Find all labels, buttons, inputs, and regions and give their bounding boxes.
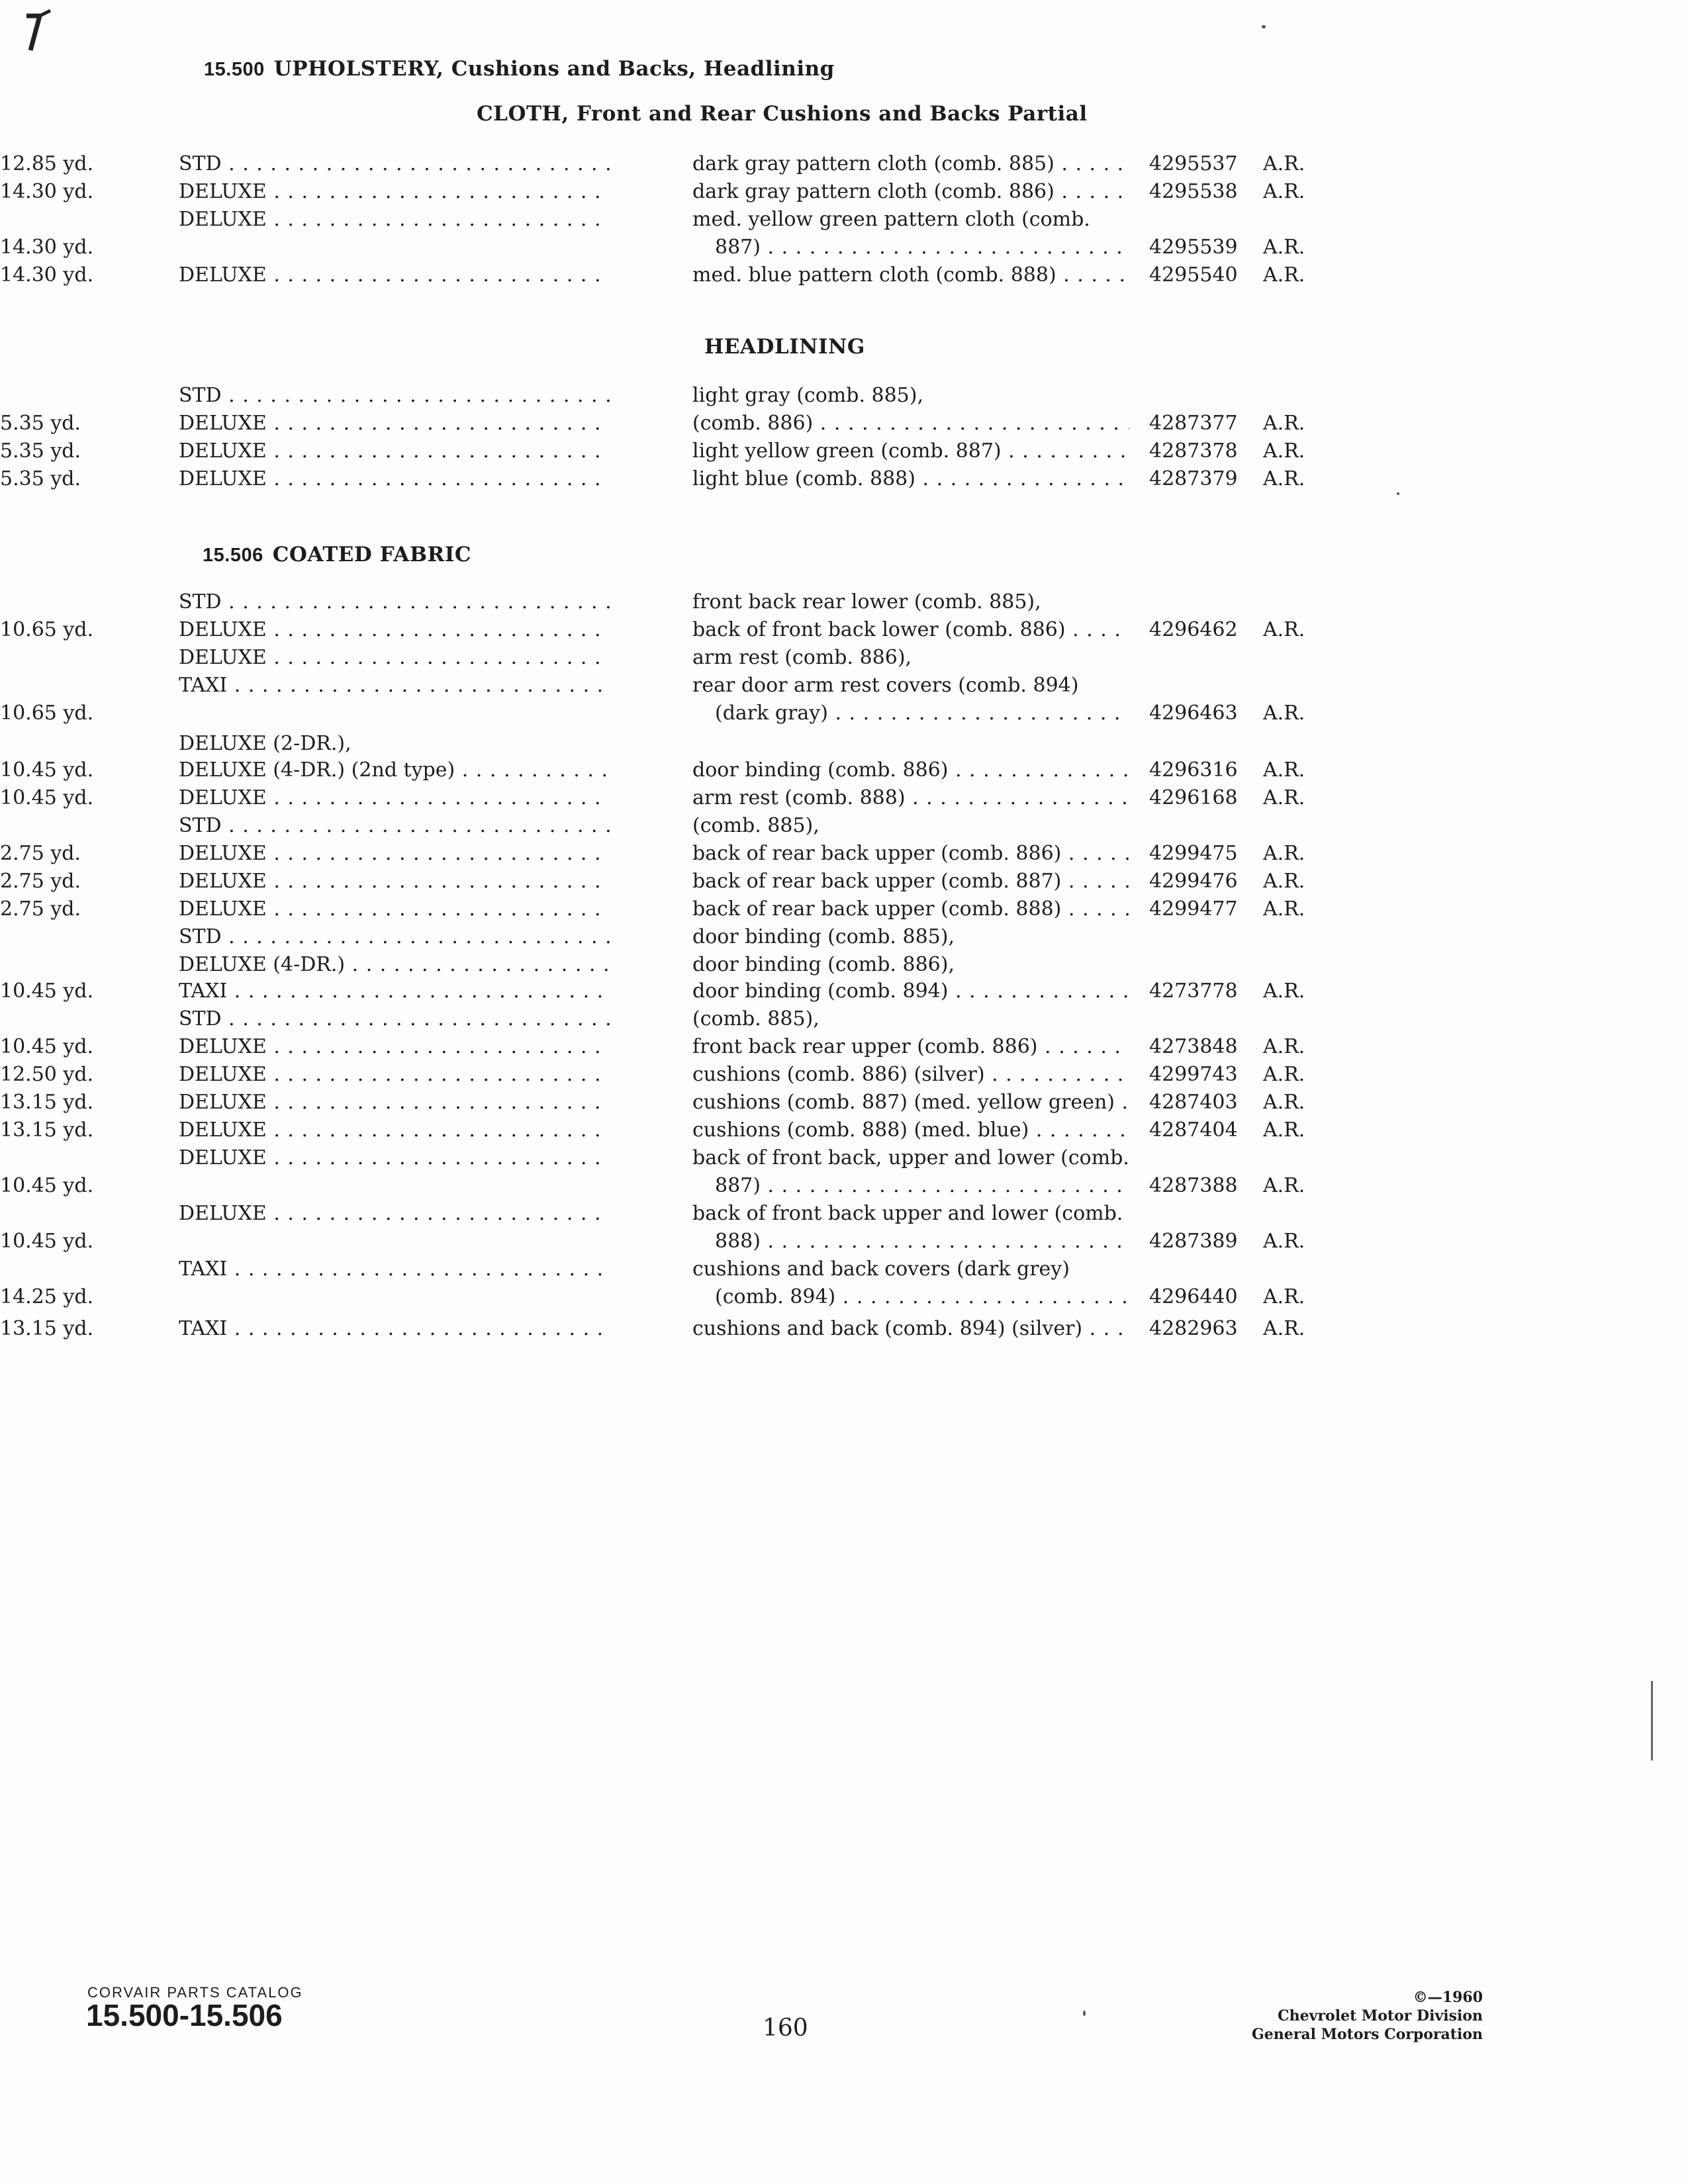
table-row	[0, 383, 1688, 409]
description-cell: med. yellow green pattern cloth (comb.	[692, 208, 1090, 231]
table-row	[0, 410, 1688, 437]
description-cell: arm rest (comb. 886),	[692, 646, 912, 669]
amount-cell: 2.75 yd.	[0, 870, 81, 893]
description-cell: back of front back upper and lower (comb.	[692, 1202, 1123, 1225]
table-row	[0, 1034, 1688, 1060]
description-cell: arm rest (comb. 888) . . .	[692, 785, 1129, 811]
table-row	[0, 978, 1688, 1005]
table-row	[0, 1089, 1688, 1116]
model-cell: DELUXE . . .	[179, 1062, 610, 1088]
section-number: 15.506	[203, 545, 263, 566]
quantity-cell: A.R.	[1263, 786, 1305, 809]
part-number-cell: 4296168	[1149, 786, 1238, 809]
table-row	[0, 1145, 1688, 1171]
quantity-cell: A.R.	[1263, 870, 1305, 893]
model-cell: TAXI . . .	[179, 1256, 610, 1283]
table-row	[0, 757, 1688, 784]
quantity-cell: A.R.	[1263, 758, 1305, 782]
table-row	[0, 206, 1688, 233]
table-row	[0, 1228, 1688, 1255]
part-number-cell: 4287377	[1149, 412, 1238, 435]
table-row	[0, 1284, 1688, 1310]
amount-cell: 5.35 yd.	[0, 412, 81, 435]
part-number-cell: 4287404	[1149, 1118, 1238, 1142]
description-cell: back of rear back upper (comb. 886) . . .	[692, 841, 1129, 867]
part-number-cell: 4295537	[1149, 152, 1238, 175]
model-cell: DELUXE . . .	[179, 841, 610, 867]
model-cell: DELUXE (4-DR.) . . .	[179, 952, 610, 978]
amount-cell: 10.45 yd.	[0, 758, 94, 782]
table-row	[0, 785, 1688, 811]
part-number-cell: 4296440	[1149, 1285, 1238, 1308]
part-number-cell: 4282963	[1149, 1317, 1238, 1340]
description-cell: dark gray pattern cloth (comb. 885) . . .	[692, 151, 1129, 177]
amount-cell: 10.45 yd.	[0, 1174, 94, 1197]
model-cell: DELUXE . . .	[179, 179, 610, 205]
amount-cell: 14.30 yd.	[0, 236, 94, 259]
table-row	[0, 617, 1688, 643]
description-cell: rear door arm rest covers (comb. 894)	[692, 674, 1079, 697]
table-row	[0, 1316, 1688, 1342]
part-number-cell: 4287403	[1149, 1091, 1238, 1114]
model-cell: STD . . .	[179, 151, 610, 177]
part-number-cell: 4295539	[1149, 236, 1238, 259]
amount-cell: 14.30 yd.	[0, 263, 94, 287]
description-cell: (comb. 885),	[692, 1007, 820, 1030]
part-number-cell: 4287388	[1149, 1174, 1238, 1197]
quantity-cell: A.R.	[1263, 152, 1305, 175]
model-cell: DELUXE . . .	[179, 896, 610, 923]
cloth-subheading: CLOTH, Front and Rear Cushions and Backs Partial	[477, 102, 1088, 126]
quantity-cell: A.R.	[1263, 1035, 1305, 1058]
part-number-cell: 4299475	[1149, 842, 1238, 865]
scan-speck	[1083, 2011, 1086, 2016]
amount-cell: 5.35 yd.	[0, 439, 81, 463]
table-row	[0, 1062, 1688, 1088]
model-cell: DELUXE . . .	[179, 1145, 610, 1171]
description-cell: (dark gray) . . .	[715, 700, 1129, 727]
headlining-heading: HEADLINING	[704, 335, 865, 359]
table-row	[0, 262, 1688, 289]
description-cell: back of front back, upper and lower (comb.	[692, 1146, 1129, 1169]
description-cell: cushions and back (comb. 894) (silver) . . .	[692, 1316, 1129, 1342]
footer-section-range: 15.500-15.506	[86, 1998, 283, 2032]
quantity-cell: A.R.	[1263, 1317, 1305, 1340]
table-row	[0, 813, 1688, 839]
table-row	[0, 952, 1688, 978]
amount-cell: 5.35 yd.	[0, 467, 81, 490]
model-cell: DELUXE . . .	[179, 262, 610, 289]
description-cell: light gray (comb. 885),	[692, 384, 924, 407]
quantity-cell: A.R.	[1263, 1118, 1305, 1142]
part-number-cell: 4287389	[1149, 1230, 1238, 1253]
description-cell: 887) . . .	[715, 1173, 1129, 1199]
quantity-cell: A.R.	[1263, 979, 1305, 1003]
description-cell: door binding (comb. 886),	[692, 953, 955, 976]
model-cell: TAXI . . .	[179, 1316, 610, 1342]
part-number-cell: 4299743	[1149, 1063, 1238, 1086]
part-number-cell: 4273778	[1149, 979, 1238, 1003]
model-cell: DELUXE . . .	[179, 206, 610, 233]
amount-cell: 10.45 yd.	[0, 1230, 94, 1253]
quantity-cell: A.R.	[1263, 1230, 1305, 1253]
corner-mark	[24, 9, 64, 56]
section-title: COATED FABRIC	[272, 543, 471, 567]
quantity-cell: A.R.	[1263, 897, 1305, 921]
table-row	[0, 151, 1688, 177]
description-cell: dark gray pattern cloth (comb. 886) . . .	[692, 179, 1129, 205]
description-cell: light blue (comb. 888) . . .	[692, 466, 1129, 492]
description-cell: door binding (comb. 885),	[692, 925, 955, 948]
model-cell: STD . . .	[179, 924, 610, 950]
model-cell: TAXI . . .	[179, 672, 610, 699]
description-cell: (comb. 886) . . .	[692, 410, 1129, 437]
amount-cell: 2.75 yd.	[0, 897, 81, 921]
quantity-cell: A.R.	[1263, 263, 1305, 287]
description-cell: cushions (comb. 888) (med. blue) . . .	[692, 1117, 1129, 1144]
quantity-cell: A.R.	[1263, 1091, 1305, 1114]
quantity-cell: A.R.	[1263, 180, 1305, 203]
model-cell: DELUXE . . .	[179, 617, 610, 643]
model-cell: DELUXE . . .	[179, 1034, 610, 1060]
quantity-cell: A.R.	[1263, 702, 1305, 725]
description-cell: front back rear lower (comb. 885),	[692, 590, 1041, 614]
table-row	[0, 1201, 1688, 1227]
quantity-cell: A.R.	[1263, 467, 1305, 490]
model-cell: STD . . .	[179, 589, 610, 615]
table-row	[0, 179, 1688, 205]
description-cell: door binding (comb. 894) . . .	[692, 978, 1129, 1005]
amount-cell: 14.25 yd.	[0, 1285, 94, 1308]
model-cell: DELUXE . . .	[179, 1089, 610, 1116]
quantity-cell: A.R.	[1263, 439, 1305, 463]
model-cell: DELUXE (4-DR.) (2nd type) . . .	[179, 757, 610, 784]
description-cell: (comb. 885),	[692, 814, 820, 837]
table-row	[0, 924, 1688, 950]
table-row	[0, 234, 1688, 261]
table-row	[0, 466, 1688, 492]
table-row	[0, 1256, 1688, 1283]
model-cell: DELUXE . . .	[179, 868, 610, 895]
amount-cell: 13.15 yd.	[0, 1118, 94, 1142]
quantity-cell: A.R.	[1263, 236, 1305, 259]
copyright-year: ©—1960	[1413, 1989, 1483, 2006]
description-cell: (comb. 894) . . .	[715, 1284, 1129, 1310]
part-number-cell: 4295540	[1149, 263, 1238, 287]
quantity-cell: A.R.	[1263, 412, 1305, 435]
model-cell: STD . . .	[179, 813, 610, 839]
amount-cell: 12.85 yd.	[0, 152, 94, 175]
model-cell: DELUXE . . .	[179, 785, 610, 811]
table-row	[0, 672, 1688, 699]
part-number-cell: 4299476	[1149, 870, 1238, 893]
model-cell: TAXI . . .	[179, 978, 610, 1005]
section-number: 15.500	[204, 59, 265, 80]
scan-speck	[1262, 25, 1266, 28]
part-number-cell: 4273848	[1149, 1035, 1238, 1058]
copyright-block	[1165, 1988, 1483, 2044]
model-cell: DELUXE . . .	[179, 1117, 610, 1144]
table-row	[0, 1173, 1688, 1199]
model-cell: DELUXE (2-DR.),	[179, 732, 352, 755]
model-cell: STD . . .	[179, 1006, 610, 1032]
table-row	[0, 1006, 1688, 1032]
part-number-cell: 4287378	[1149, 439, 1238, 463]
description-cell: back of rear back upper (comb. 888) . . .	[692, 896, 1129, 923]
copyright-division: Chevrolet Motor Division	[1278, 2007, 1483, 2025]
margin-mark	[1651, 1681, 1653, 1760]
quantity-cell: A.R.	[1263, 1285, 1305, 1308]
quantity-cell: A.R.	[1263, 842, 1305, 865]
section-15-506-heading	[203, 543, 471, 567]
amount-cell: 10.45 yd.	[0, 1035, 94, 1058]
part-number-cell: 4299477	[1149, 897, 1238, 921]
description-cell: door binding (comb. 886) . . .	[692, 757, 1129, 784]
description-cell: cushions (comb. 887) (med. yellow green) . . .	[692, 1089, 1129, 1116]
part-number-cell: 4287379	[1149, 467, 1238, 490]
part-number-cell: 4296462	[1149, 618, 1238, 641]
amount-cell: 10.65 yd.	[0, 618, 94, 641]
table-row	[0, 731, 1688, 757]
footer-catalog-label: CORVAIR PARTS CATALOG	[87, 1984, 303, 2001]
amount-cell: 14.30 yd.	[0, 180, 94, 203]
part-number-cell: 4295538	[1149, 180, 1238, 203]
description-cell: light yellow green (comb. 887) . . .	[692, 438, 1129, 465]
description-cell: cushions and back covers (dark grey)	[692, 1257, 1070, 1281]
table-row	[0, 896, 1688, 923]
part-number-cell: 4296316	[1149, 758, 1238, 782]
model-cell: STD . . .	[179, 383, 610, 409]
amount-cell: 10.65 yd.	[0, 702, 94, 725]
model-cell: DELUXE . . .	[179, 645, 610, 671]
amount-cell: 10.45 yd.	[0, 979, 94, 1003]
table-row	[0, 700, 1688, 727]
table-row	[0, 841, 1688, 867]
description-cell: med. blue pattern cloth (comb. 888) . . .	[692, 262, 1129, 289]
model-cell: DELUXE . . .	[179, 466, 610, 492]
page-number: 160	[763, 2015, 808, 2042]
description-cell: cushions (comb. 886) (silver) . . .	[692, 1062, 1129, 1088]
table-row	[0, 438, 1688, 465]
section-title: UPHOLSTERY, Cushions and Backs, Headlining	[273, 57, 835, 81]
amount-cell: 13.15 yd.	[0, 1091, 94, 1114]
amount-cell: 10.45 yd.	[0, 786, 94, 809]
table-row	[0, 868, 1688, 895]
quantity-cell: A.R.	[1263, 1174, 1305, 1197]
quantity-cell: A.R.	[1263, 1063, 1305, 1086]
amount-cell: 13.15 yd.	[0, 1317, 94, 1340]
description-cell: 887) . . .	[715, 234, 1129, 261]
table-row	[0, 1117, 1688, 1144]
amount-cell: 12.50 yd.	[0, 1063, 94, 1086]
description-cell: back of rear back upper (comb. 887) . . .	[692, 868, 1129, 895]
model-cell: DELUXE . . .	[179, 438, 610, 465]
model-cell: DELUXE . . .	[179, 1201, 610, 1227]
section-15-500-heading	[204, 57, 835, 81]
quantity-cell: A.R.	[1263, 618, 1305, 641]
part-number-cell: 4296463	[1149, 702, 1238, 725]
table-row	[0, 645, 1688, 671]
copyright-corporation: General Motors Corporation	[1251, 2026, 1483, 2043]
description-cell: 888) . . .	[715, 1228, 1129, 1255]
model-cell: DELUXE . . .	[179, 410, 610, 437]
amount-cell: 2.75 yd.	[0, 842, 81, 865]
description-cell: front back rear upper (comb. 886) . . .	[692, 1034, 1129, 1060]
table-row	[0, 589, 1688, 615]
description-cell: back of front back lower (comb. 886) . . .	[692, 617, 1129, 643]
scan-speck	[1397, 492, 1399, 495]
